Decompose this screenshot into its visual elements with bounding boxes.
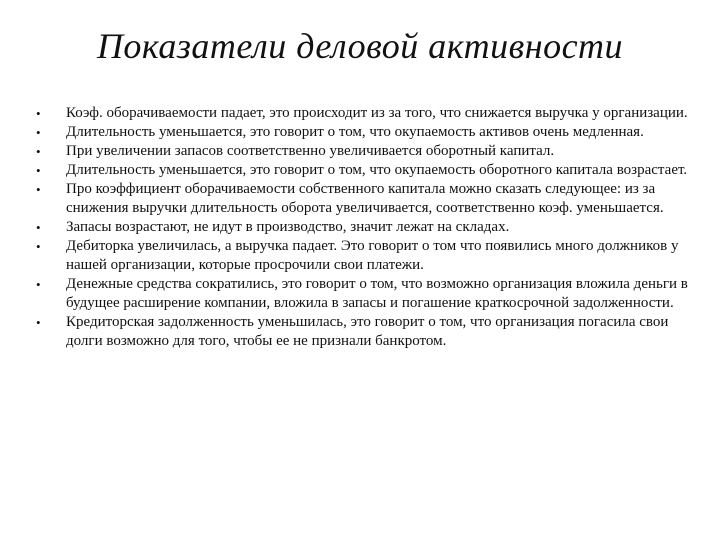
list-item — [36, 275, 690, 313]
list-item-text: При увеличении запасов соответственно увеличивается оборотный капитал. — [66, 143, 555, 159]
bullet-icon: • — [36, 125, 41, 140]
list-item-text: Про коэффициент оборачиваемости собственного капитала можно сказать следующее: из за снижения выручки длительность оборота увеличивается, соответственно коэф. уменьшается. — [66, 181, 664, 216]
list-item — [36, 237, 690, 275]
bullet-list — [36, 104, 690, 351]
list-item-text: Коэф. оборачиваемости падает, это происходит из за того, что снижается выручка у организации. — [66, 105, 688, 121]
list-item-text: Длительность уменьшается, это говорит о том, что окупаемость оборотного капитала возрастает. — [66, 162, 688, 178]
bullet-icon: • — [36, 144, 41, 159]
slide-title: Показатели деловой активности — [96, 26, 624, 66]
list-item — [36, 123, 690, 142]
list-item — [36, 218, 690, 237]
list-item-text: Запасы возрастают, не идут в производство, значит лежат на складах. — [66, 219, 510, 235]
bullet-icon: • — [36, 220, 41, 235]
bullet-icon: • — [36, 315, 41, 330]
list-item-text: Денежные средства сократились, это говорит о том, что возможно организация вложила деньги в будущее расширение компании, вложила в запасы и погашение краткосрочной задолженности. — [66, 276, 688, 311]
bullet-icon: • — [36, 239, 41, 254]
list-item — [36, 313, 690, 351]
list-item-text: Дебиторка увеличилась, а выручка падает. Это говорит о том что появились много должников у нашей организации, которые просрочили свои платежи. — [66, 238, 679, 273]
list-item — [36, 104, 690, 123]
bullet-icon: • — [36, 163, 41, 178]
bullet-icon: • — [36, 277, 41, 292]
list-item — [36, 142, 690, 161]
list-item — [36, 161, 690, 180]
list-item-text: Длительность уменьшается, это говорит о том, что окупаемость активов очень медленная. — [66, 124, 644, 140]
bullet-icon: • — [36, 182, 41, 197]
bullet-icon: • — [36, 106, 41, 121]
list-item-text: Кредиторская задолженность уменьшилась, это говорит о том, что организация погасила свои долги возможно для того, чтобы ее не признали банкротом. — [66, 314, 669, 349]
list-item — [36, 180, 690, 218]
